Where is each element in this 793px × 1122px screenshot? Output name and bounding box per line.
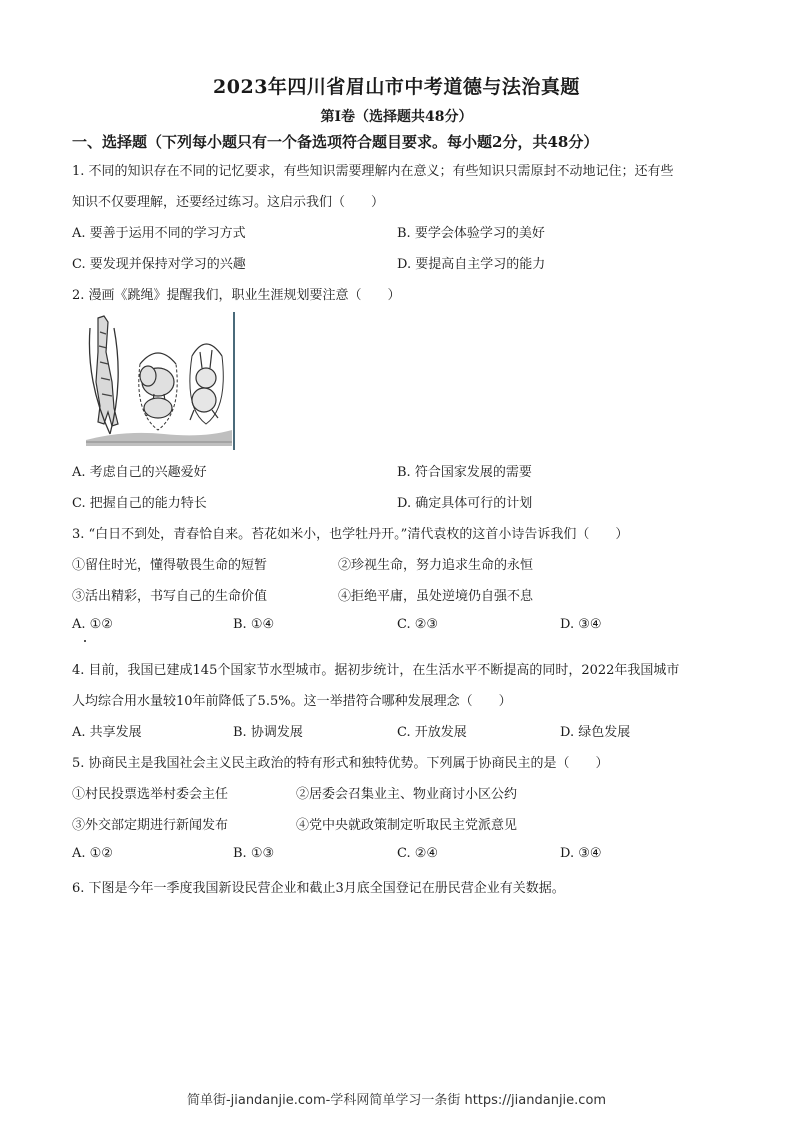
q4-stem-line2: 人均综合用水量较10年前降低了5.5%。这一举措符合哪种发展理念（ ） bbox=[72, 694, 512, 709]
q3-option-c: C. ②③ bbox=[397, 617, 439, 632]
q4-option-d: D. 绿色发展 bbox=[560, 725, 631, 740]
q4-stem-line1: 4. 目前，我国已建成145个国家节水型城市。据初步统计，在生活水平不断提高的同时，2022年我国城市 bbox=[72, 663, 680, 678]
q4-option-c: C. 开放发展 bbox=[397, 725, 467, 740]
page-title: 2023年四川省眉山市中考道德与法治真题 bbox=[213, 76, 580, 98]
q2-option-c: C. 把握自己的能力特长 bbox=[72, 496, 207, 511]
q1-option-b: B. 要学会体验学习的美好 bbox=[397, 226, 545, 241]
q3-option-b: B. ①④ bbox=[233, 617, 275, 632]
q1-option-c: C. 要发现并保持对学习的兴趣 bbox=[72, 257, 246, 272]
q4-option-b: B. 协调发展 bbox=[233, 725, 303, 740]
q3-stem-line1: 3. “白日不到处，青春恰自来。苔花如米小，也学牡丹开。”清代袁枚的这首小诗告诉我们（ ） bbox=[72, 527, 629, 542]
q2-stem-line1: 2. 漫画《跳绳》提醒我们，职业生涯规划要注意（ ） bbox=[72, 288, 401, 303]
q1-option-a: A. 要善于运用不同的学习方式 bbox=[72, 226, 246, 241]
section-heading: 一、选择题（下列每小题只有一个备选项符合题目要求。每小题2分，共48分） bbox=[72, 133, 599, 151]
q5-option-b: B. ①③ bbox=[233, 846, 275, 861]
q3-option-d: D. ③④ bbox=[560, 617, 602, 632]
jump-rope-cartoon-image bbox=[84, 312, 236, 450]
q5-statement-2: ②居委会召集业主、物业商讨小区公约 bbox=[296, 787, 518, 802]
q5-statement-4: ④党中央就政策制定听取民主党派意见 bbox=[296, 818, 518, 833]
q5-option-a: A. ①② bbox=[72, 846, 113, 861]
q3-statement-3: ③活出精彩，书写自己的生命价值 bbox=[72, 589, 268, 604]
q5-option-c: C. ②④ bbox=[397, 846, 439, 861]
q2-option-b: B. 符合国家发展的需要 bbox=[397, 465, 532, 480]
scan-speck bbox=[84, 640, 86, 642]
q3-statement-4: ④拒绝平庸，虽处逆境仍自强不息 bbox=[338, 589, 534, 604]
q3-statement-2: ②珍视生命，努力追求生命的永恒 bbox=[338, 558, 534, 573]
q1-stem-line2: 知识不仅要理解，还要经过练习。这启示我们（ ） bbox=[72, 195, 385, 210]
q5-statement-1: ①村民投票选举村委会主任 bbox=[72, 787, 229, 802]
q5-statement-3: ③外交部定期进行新闻发布 bbox=[72, 818, 229, 833]
q3-statement-1: ①留住时光，懂得敬畏生命的短暂 bbox=[72, 558, 268, 573]
footer-watermark: 简单街-jiandanjie.com-学科网简单学习一条街 https://jiandanjie.com bbox=[186, 1093, 607, 1108]
q2-option-d: D. 确定具体可行的计划 bbox=[397, 496, 533, 511]
page-subtitle: 第I卷（选择题共48分） bbox=[320, 109, 473, 125]
q3-option-a: A. ①② bbox=[72, 617, 113, 632]
q6-stem-line1: 6. 下图是今年一季度我国新设民营企业和截止3月底全国登记在册民营企业有关数据。 bbox=[72, 881, 565, 896]
q4-option-a: A. 共享发展 bbox=[72, 725, 142, 740]
q5-option-d: D. ③④ bbox=[560, 846, 602, 861]
q1-stem-line1: 1. 不同的知识存在不同的记忆要求，有些知识需要理解内在意义；有些知识只需原封不动地记住；还有些 bbox=[72, 164, 674, 179]
q2-option-a: A. 考虑自己的兴趣爱好 bbox=[72, 465, 207, 480]
q5-stem-line1: 5. 协商民主是我国社会主义民主政治的特有形式和独特优势。下列属于协商民主的是（ ） bbox=[72, 756, 609, 771]
q1-option-d: D. 要提高自主学习的能力 bbox=[397, 257, 546, 272]
